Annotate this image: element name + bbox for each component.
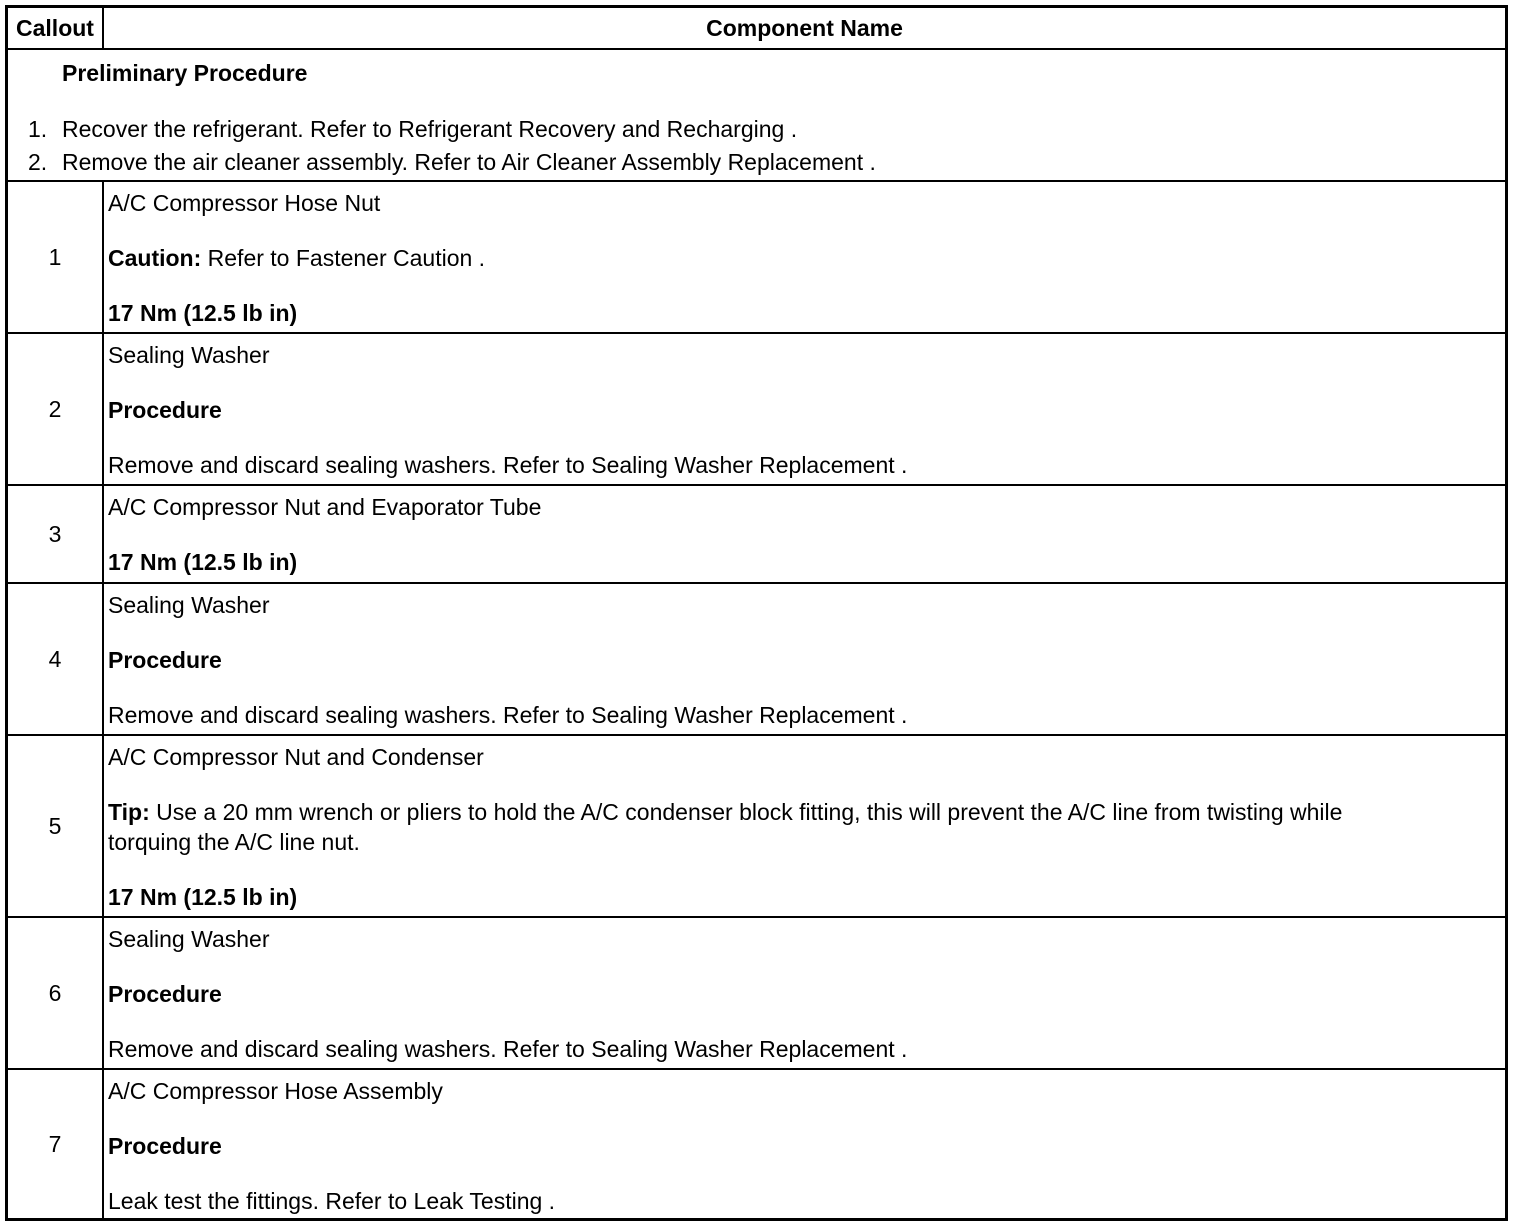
callout-number: 7 [8,1070,104,1218]
caution-text: Refer to Fastener Caution . [201,245,486,271]
component-name: Sealing Washer [108,342,270,368]
callout-number: 4 [8,584,104,734]
component-cell [108,340,1475,480]
callout-number: 6 [8,918,104,1068]
procedure-label: Procedure [108,981,222,1007]
preliminary-procedure-section [8,50,1505,182]
procedure-label: Procedure [108,1133,222,1159]
procedure-text: Remove and discard sealing washers. Refer to Sealing Washer Replacement . [108,702,908,728]
table-row [8,334,1505,486]
procedure-text: Leak test the fittings. Refer to Leak Testing . [108,1188,556,1214]
caution-label: Caution: [108,245,202,271]
component-cell [108,590,1475,730]
procedure-label: Procedure [108,397,222,423]
table-row [8,736,1505,918]
procedure-text: Remove and discard sealing washers. Refer to Sealing Washer Replacement . [108,1036,908,1062]
tip-line [108,797,1475,827]
table-row [8,584,1505,736]
callout-number: 2 [8,334,104,484]
component-cell [108,924,1475,1064]
caution-line [108,243,1475,273]
callout-number: 5 [8,736,104,916]
torque-spec: 17 Nm (12.5 lb in) [108,884,298,910]
step-number: 2. [28,149,48,175]
tip-text-continued: torquing the A/C line nut. [108,829,360,855]
component-name: A/C Compressor Nut and Condenser [108,744,484,770]
component-name: Sealing Washer [108,592,270,618]
component-name-column-header: Component Name [706,14,903,41]
component-cell [108,188,1475,328]
table-header-row [8,8,1505,50]
component-cell [108,1076,1475,1216]
callout-column-header: Callout [8,8,104,48]
table-row [8,486,1505,584]
component-cell [108,492,1475,577]
component-name: Sealing Washer [108,926,270,952]
component-name: A/C Compressor Nut and Evaporator Tube [108,494,542,520]
component-table [5,5,1508,1221]
component-name: A/C Compressor Hose Assembly [108,1078,443,1104]
table-row [8,1070,1505,1218]
torque-spec: 17 Nm (12.5 lb in) [108,549,298,575]
tip-text: Use a 20 mm wrench or pliers to hold the A/C condenser block fitting, this will prevent the A/C line from twisting while [149,799,1343,825]
component-cell [108,742,1475,912]
table-row [8,918,1505,1070]
callout-number: 3 [8,486,104,582]
step-text: Remove the air cleaner assembly. Refer to Air Cleaner Assembly Replacement . [62,149,876,175]
table-row [8,182,1505,334]
tip-label: Tip: [108,799,150,825]
procedure-text: Remove and discard sealing washers. Refer to Sealing Washer Replacement . [108,452,908,478]
step-number: 1. [28,116,48,142]
torque-spec: 17 Nm (12.5 lb in) [108,300,298,326]
component-name: A/C Compressor Hose Nut [108,190,381,216]
procedure-label: Procedure [108,647,222,673]
callout-number: 1 [8,182,104,332]
step-text: Recover the refrigerant. Refer to Refrigerant Recovery and Recharging . [62,116,798,142]
preliminary-procedure-title: Preliminary Procedure [62,60,308,86]
